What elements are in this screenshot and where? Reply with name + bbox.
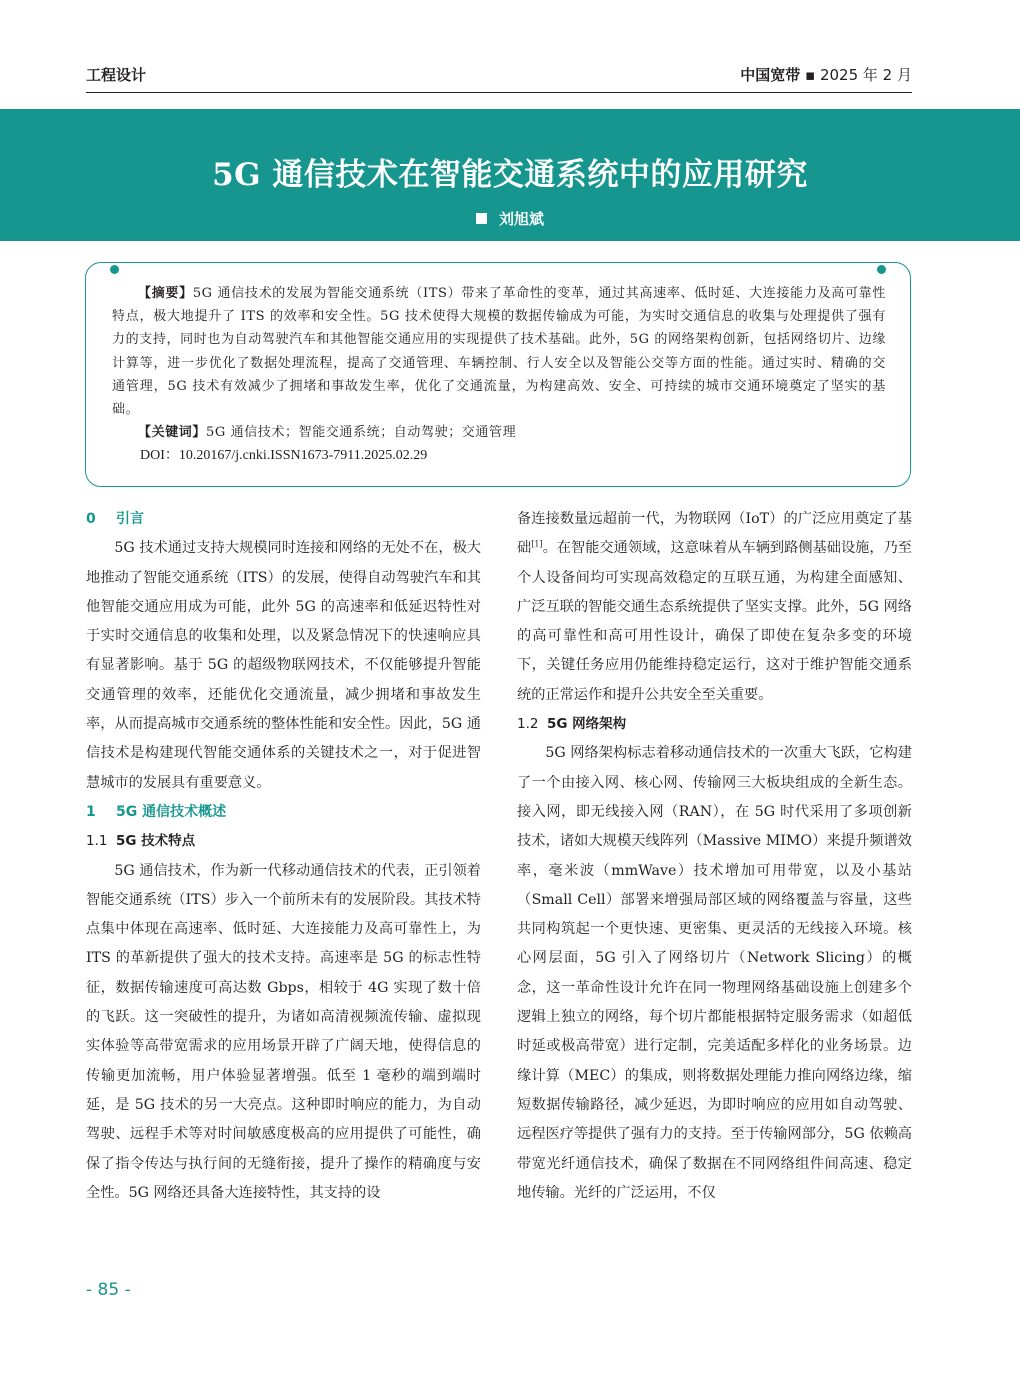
doi: DOI：10.20167/j.cnki.ISSN1673-7911.2025.02.29 [140,448,428,464]
section-number: 0 [86,511,96,527]
subsection-number: 1.1 [86,833,108,850]
title-banner [0,109,1020,241]
page-number: - 85 - [86,1280,131,1300]
citation-ref[interactable]: [1] [531,539,543,549]
decor-dot-icon [110,265,119,274]
subsection-title: 5G 网络架构 [547,716,627,733]
keywords-paragraph [112,421,886,444]
running-header [86,64,912,86]
paragraph-text: 备连接数量远超前一代，为物联网（IoT）的广泛应用奠定了基础 [517,511,912,557]
body-paragraph: 5G 技术通过支持大规模同时连接和网络的无处不在，极大地推动了智能交通系统（ITS）的发展，使得自动驾驶汽车和其他智能交通应用成为可能，此外 5G 的高速率和低延迟特性对于实时交通信息的收集和处理，以及紧急情况下的快速响应具有显著影响。基于 5G 的超级物联网技术，不仅能够提升智能交通管理的效率，还能优化交通流量，减少拥堵和事故发生率，从而提高城市交通系统的整体性能和安全性。因此，5G 通信技术是构建现代智能交通体系的关键技术之一，对于促进智慧城市的发展具有重要意义。 [86,540,481,791]
body-paragraph [517,505,912,710]
subsection-heading [86,827,481,856]
author-name: 刘旭斌 [498,210,544,228]
keywords-label: 【关键词】 [138,425,207,441]
subsection-heading [517,710,912,739]
abstract-text: 5G 通信技术的发展为智能交通系统（ITS）带来了革命性的变革，通过其高速率、低时延、大连接能力及高可靠性特点，极大地提升了 ITS 的效率和安全性。5G 技术使得大规模的数据传输成为可能，为实时交通信息的收集与处理提供了强有力的支持，同时也为自动驾驶汽车和其他智能交通应用的实现提供了技术基础。此外，5G 的网络架构创新，包括网络切片、边缘计算等，进一步优化了数据处理流程，提高了交通管理、车辆控制、行人安全以及智能公交等方面的性能。通过实时、精确的交通管理，5G 技术有效减少了拥堵和事故发生率，优化了交通流量，为构建高效、安全、可持续的城市交通环境奠定了坚实的基础。 [112,286,886,418]
section-number: 1 [86,803,96,820]
right-column [517,505,912,1208]
subsection-number: 1.2 [517,716,539,733]
article-title: 5G 通信技术在智能交通系统中的应用研究 [212,157,808,193]
keywords-text: 5G 通信技术；智能交通系统；自动驾驶；交通管理 [206,425,517,441]
author-line [0,208,1020,229]
body-paragraph: 5G 网络架构标志着移动通信技术的一次重大飞跃，它构建了一个由接入网、核心网、传输网三大板块组成的全新生态。接入网，即无线接入网（RAN），在 5G 时代采用了多项创新技术，诸如大规模天线阵列（Massive MIMO）来提升频谱效率，毫米波（mmWave）技术增加可用带宽，以及小基站（Small Cell）部署来增强局部区域的网络覆盖与容量，这些共同构筑起一个更快速、更密集、更灵活的无线接入环境。核心网层面，5G 引入了网络切片（Network Slicing）的概念，这一革命性设计允许在同一物理网络基础设施上创建多个逻辑上独立的网络，每个切片都能根据特定服务需求（如超低时延或极高带宽）进行定制，完美适配多样化的业务场景。边缘计算（MEC）的集成，则将数据处理能力推向网络边缘，缩短数据传输路径，减少延迟，为即时响应的应用如自动驾驶、远程医疗等提供了强有力的支持。至于传输网部分，5G 依赖高带宽光纤通信技术，确保了数据在不同网络组件间高速、稳定地传输。光纤的广泛运用，不仅 [517,745,912,1201]
abstract-box [85,262,911,487]
decor-dot-icon [877,265,886,274]
section-title: 引言 [116,511,144,527]
left-column [86,505,481,1208]
subsection-title: 5G 技术特点 [116,833,196,850]
abstract-label: 【摘要】 [138,286,193,301]
square-bullet-icon [476,213,487,224]
header-bullet: ▪ [805,66,816,84]
section-heading [86,798,481,827]
section-heading [86,505,481,534]
paragraph-text: 。在智能交通领域，这意味着从车辆到路侧基础设施，乃至个人设备间均可实现高效稳定的互联互通，为构建全面感知、广泛互联的智能交通生态系统提供了坚实支撑。此外，5G 网络的高可靠性和高可用性设计，确保了即使在复杂多变的环境下，关键任务应用仍能维持稳定运行，这对于维护智能交通系统的正常运作和提升公共安全至关重要。 [517,540,912,703]
section-title: 5G 通信技术概述 [116,803,227,820]
abstract [112,282,886,468]
header-journal-date [740,64,912,85]
header-section: 工程设计 [86,66,147,84]
abstract-paragraph [112,282,886,421]
header-rule [86,92,912,93]
body-paragraph: 5G 通信技术，作为新一代移动通信技术的代表，正引领着智能交通系统（ITS）步入一个前所未有的发展阶段。其技术特点集中体现在高速率、低时延、大连接能力及高可靠性上，为 ITS 的革新提供了强大的技术支持。高速率是 5G 的标志性特征，数据传输速度可高达数 Gbps，相较于 4G 实现了数十倍的飞跃。这一突破性的提升，为诸如高清视频流传输、虚拟现实体验等高带宽需求的应用场景开辟了广阔天地，使得信息的传输更加流畅，用户体验显著增强。低至 1 毫秒的端到端时延，是 5G 技术的另一大亮点。这种即时响应的能力，为自动驾驶、远程手术等对时间敏感度极高的应用提供了可能性，确保了指令传达与执行间的无缝衔接，提升了操作的精确度与安全性。5G 网络还具备大连接特性，其支持的设 [86,862,481,1201]
header-date: 2025 年 2 月 [819,66,912,84]
header-journal: 中国宽带 [740,66,801,84]
